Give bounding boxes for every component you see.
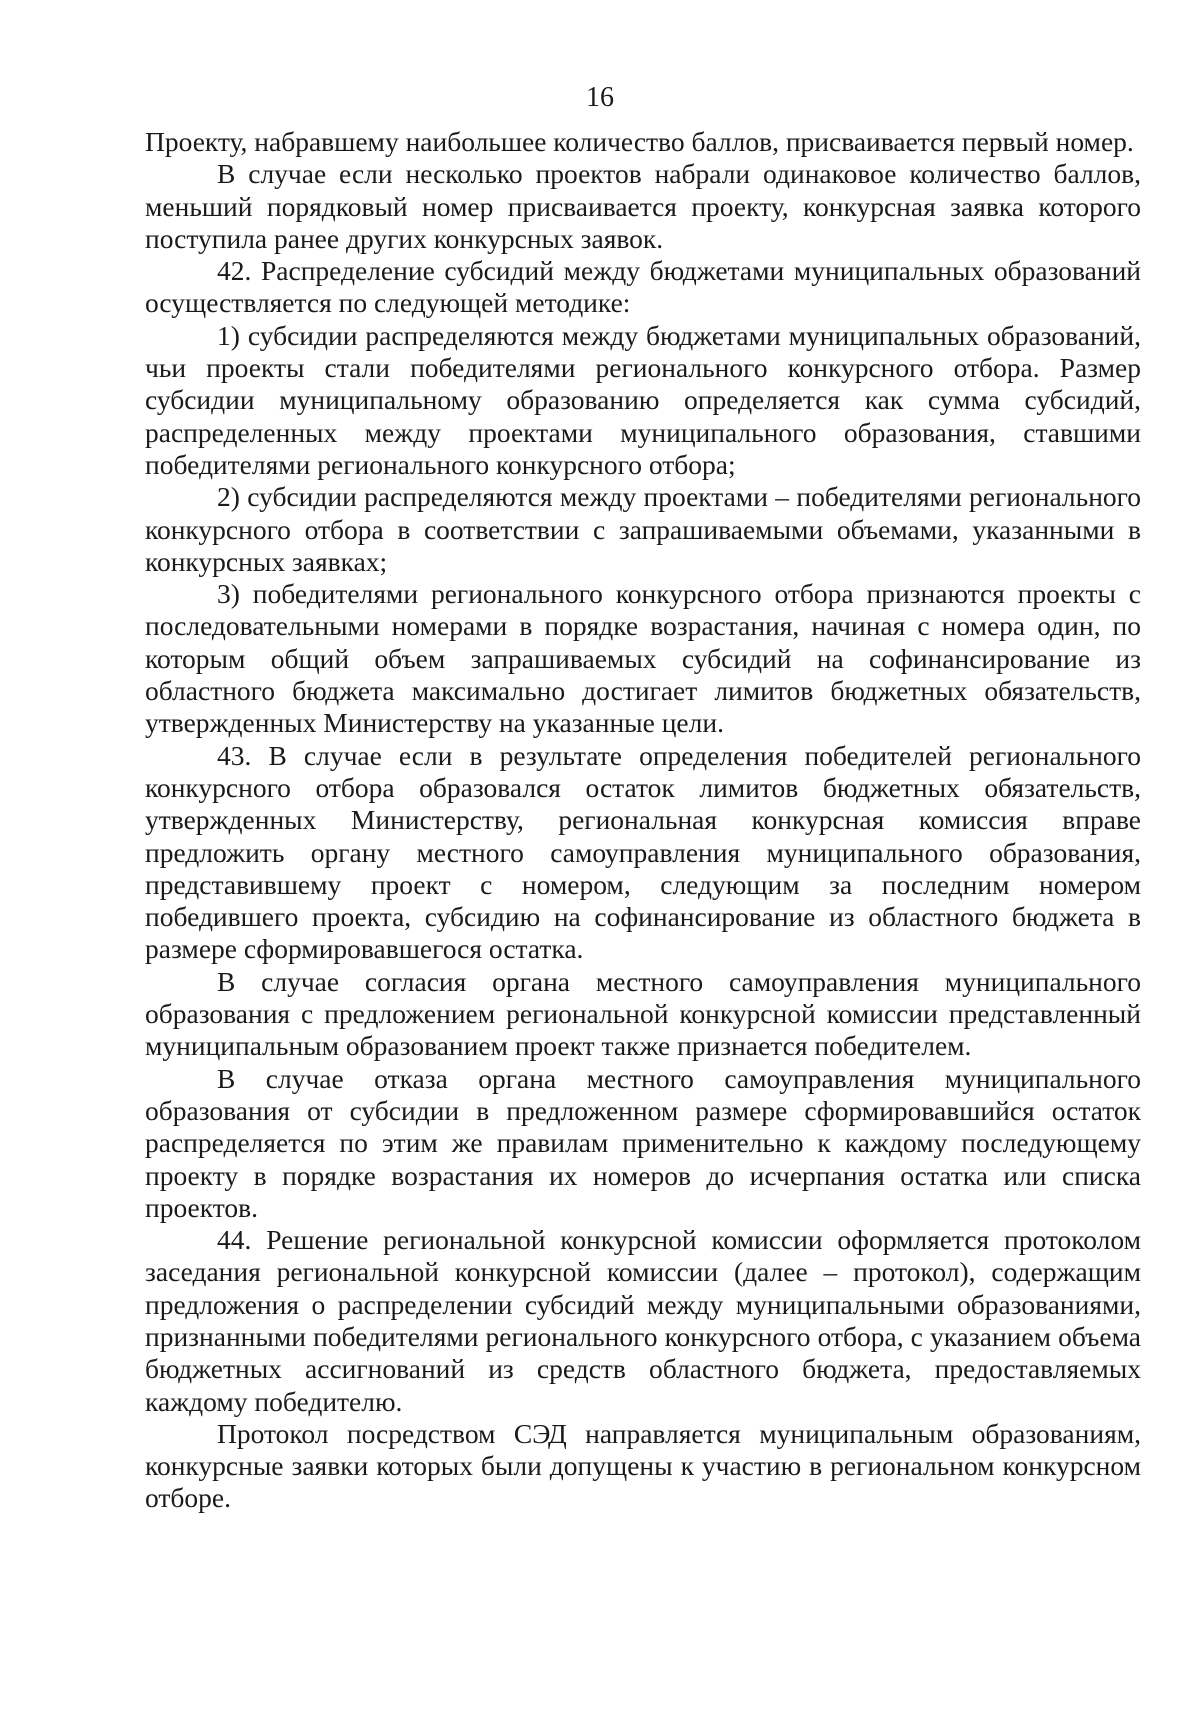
paragraph-42-intro: 42. Распределение субсидий между бюджетами муниципальных образований осуществляется по следующей методике: bbox=[145, 255, 1141, 319]
paragraph-43: 43. В случае если в результате определения победителей регионального конкурсного отбора образовался остаток лимитов бюджетных обязательств, утвержденных Министерству, региональная конкурсная комиссия вправе предложить органу местного самоуправления муниципального образования, представившему проект с номером, следующим за последним номером победившего проекта, субсидию на софинансирование из областного бюджета в размере сформировавшегося остатка. bbox=[145, 739, 1141, 965]
paragraph-43-consent: В случае согласия органа местного самоуправления муниципального образования с предложением региональной конкурсной комиссии представленный муниципальным образованием проект также признается победителем. bbox=[145, 965, 1141, 1062]
paragraph-42-item-3: 3) победителями регионального конкурсного отбора признаются проекты с последовательными номерами в порядке возрастания, начиная с номера один, по которым общий объем запрашиваемых субсидий на софинансирование из областного бюджета максимально достигает лимитов бюджетных обязательств, утвержденных Министерству на указанные цели. bbox=[145, 578, 1141, 739]
paragraph-equal-score-rule: В случае если несколько проектов набрали одинаковое количество баллов, меньший порядковый номер присваивается проекту, конкурсная заявка которого поступила ранее других конкурсных заявок. bbox=[145, 158, 1141, 254]
paragraph-44: 44. Решение региональной конкурсной комиссии оформляется протоколом заседания региональной конкурсной комиссии (далее – протокол), содержащим предложения о распределении субсидий между муниципальными образованиями, признанными победителями регионального конкурсного отбора, с указанием объема бюджетных ассигнований из средств областного бюджета, предоставляемых каждому победителю. bbox=[145, 1224, 1141, 1417]
page-number: 16 bbox=[586, 82, 614, 113]
paragraph-43-refusal: В случае отказа органа местного самоуправления муниципального образования от субсидии в предложенном размере сформировавшийся остаток распределяется по этим же правилам применительно к каждому последующему проекту в порядке возрастания их номеров до исчерпания остатка или списка проектов. bbox=[145, 1062, 1141, 1223]
paragraph-protocol-distribution: Протокол посредством СЭД направляется муниципальным образованиям, конкурсные заявки которых были допущены к участию в региональном конкурсном отборе. bbox=[145, 1417, 1141, 1514]
paragraph-42-item-1: 1) субсидии распределяются между бюджетами муниципальных образований, чьи проекты стали победителями регионального конкурсного отбора. Размер субсидии муниципальному образованию определяется как сумма субсидий, распределенных между проектами муниципального образования, ставшими победителями регионального конкурсного отбора; bbox=[145, 319, 1141, 480]
paragraph-42-item-2: 2) субсидии распределяются между проектами – победителями регионального конкурсного отбора в соответствии с запрашиваемыми объемами, указанными в конкурсных заявках; bbox=[145, 481, 1141, 577]
paragraph-first-number-rule: Проекту, набравшему наибольшее количество баллов, присваивается первый номер. bbox=[145, 126, 1134, 157]
document-body bbox=[145, 126, 1141, 1515]
